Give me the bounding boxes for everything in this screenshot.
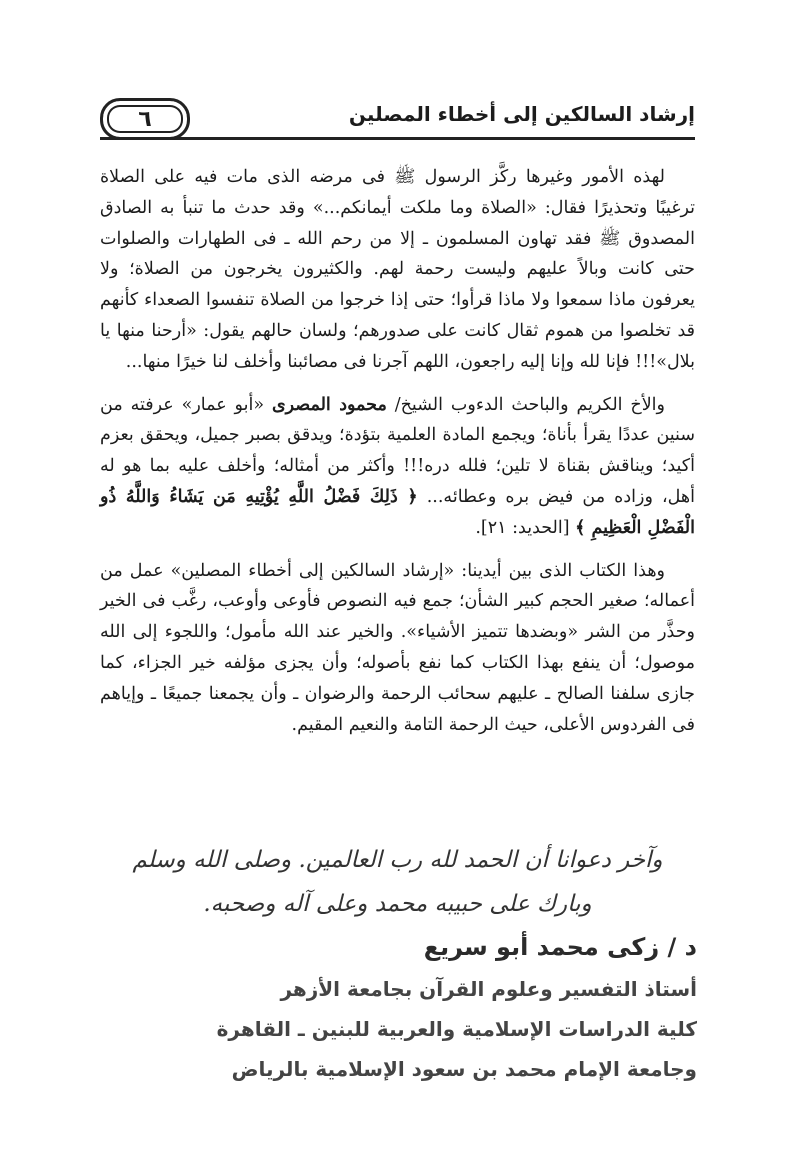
verse-reference: [الحديد: ٢١]. <box>475 517 576 538</box>
signature-block <box>92 925 697 1089</box>
signature-name: د / زكى محمد أبو سريع <box>423 933 697 961</box>
paragraph-2-body: «أبو عمار» عرفته من سنين عددًا يقرأ بأناة؛ ويجمع المادة العلمية بتؤدة؛ ويدقق بصبر جميل، ويحقق بعزم أكيد؛ ويناقش بقناة لا تلين؛ فلله دره!!! وأكثر من أمثاله؛ وأخلف عليه بما هو له أهل، وزاده من فيض بره وعطائه... <box>100 394 695 507</box>
paragraph-1: لهذه الأمور وغيرها ركَّز الرسول ﷺ فى مرضه الذى مات فيه على الصلاة ترغيبًا وتحذيرًا فقال: «الصلاة وما ملكت أيمانكم...» وقد حدث ما تنبأ به الصادق المصدوق ﷺ فقد تهاون المسلمون ـ إلا من رحم الله ـ فى الطهارات والصلوات حتى كانت وبالاً عليهم وليست رحمة لهم. والكثيرون يخرجون من الصلاة؛ ولا يعرفون ماذا سمعوا ولا ماذا قرأوا؛ حتى إذا خرجوا من الصلاة تنفسوا الصعداء كأنهم قد تخلصوا من هموم ثقال كانت على صدورهم؛ ولسان حالهم يقول: «أرحنا منها يا بلال»!!! فإنا لله وإنا إليه راجعون، اللهم آجرنا فى مصائبنا وأخلف لنا خيرًا منها... <box>100 167 695 372</box>
closing-line-1: وآخر دعوانا أن الحمد لله رب العالمين. وصلى الله وسلم <box>132 847 663 873</box>
body-text <box>100 162 695 740</box>
author-name: محمود المصرى <box>271 394 387 415</box>
closing-prayer <box>100 838 695 926</box>
quran-verse: ﴿ ذَلِكَ فَضْلُ اللَّهِ يُؤْتِيهِ مَن يَشَاءُ وَاللَّهُ ذُو الْفَضْلِ الْعَظِيمِ ﴾ <box>100 486 695 538</box>
closing-line-2: وبارك على حبيبه محمد وعلى آله وصحبه. <box>203 891 592 917</box>
paragraph-2 <box>100 390 695 544</box>
paragraph-2-intro: والأخ الكريم والباحث الدءوب الشيخ/ <box>386 394 665 415</box>
signature-title-3: وجامعة الإمام محمد بن سعود الإسلامية بالرياض <box>231 1057 697 1081</box>
signature-title-2: كلية الدراسات الإسلامية والعربية للبنين ـ القاهرة <box>216 1017 697 1041</box>
signature-title-1: أستاذ التفسير وعلوم القرآن بجامعة الأزهر <box>280 977 697 1001</box>
page-number-badge <box>100 98 190 140</box>
header-rule <box>100 137 695 140</box>
page-number: ٦ <box>138 106 152 132</box>
page-header <box>100 96 695 150</box>
paragraph-3: وهذا الكتاب الذى بين أيدينا: «إرشاد السالكين إلى أخطاء المصلين» عمل من أعماله؛ صغير الحجم كبير الشأن؛ جمع فيه النصوص فأوعى وأوعب، رغَّب فى الخير وحذَّر من الشر «وبضدها تتميز الأشياء». والخير عند الله مأمول؛ واللجوء إلى الله موصول؛ أن ينفع بهذا الكتاب كما نفع بأصوله؛ وأن يجزى مؤلفه خير الجزاء، كما جازى سلفنا الصالح ـ عليهم سحائب الرحمة والرضوان ـ وأن يجمعنا جميعًا ـ وإياهم فى الفردوس الأعلى، حيث الرحمة التامة والنعيم المقيم. <box>100 560 695 735</box>
running-title: إرشاد السالكين إلى أخطاء المصلين <box>348 102 695 126</box>
